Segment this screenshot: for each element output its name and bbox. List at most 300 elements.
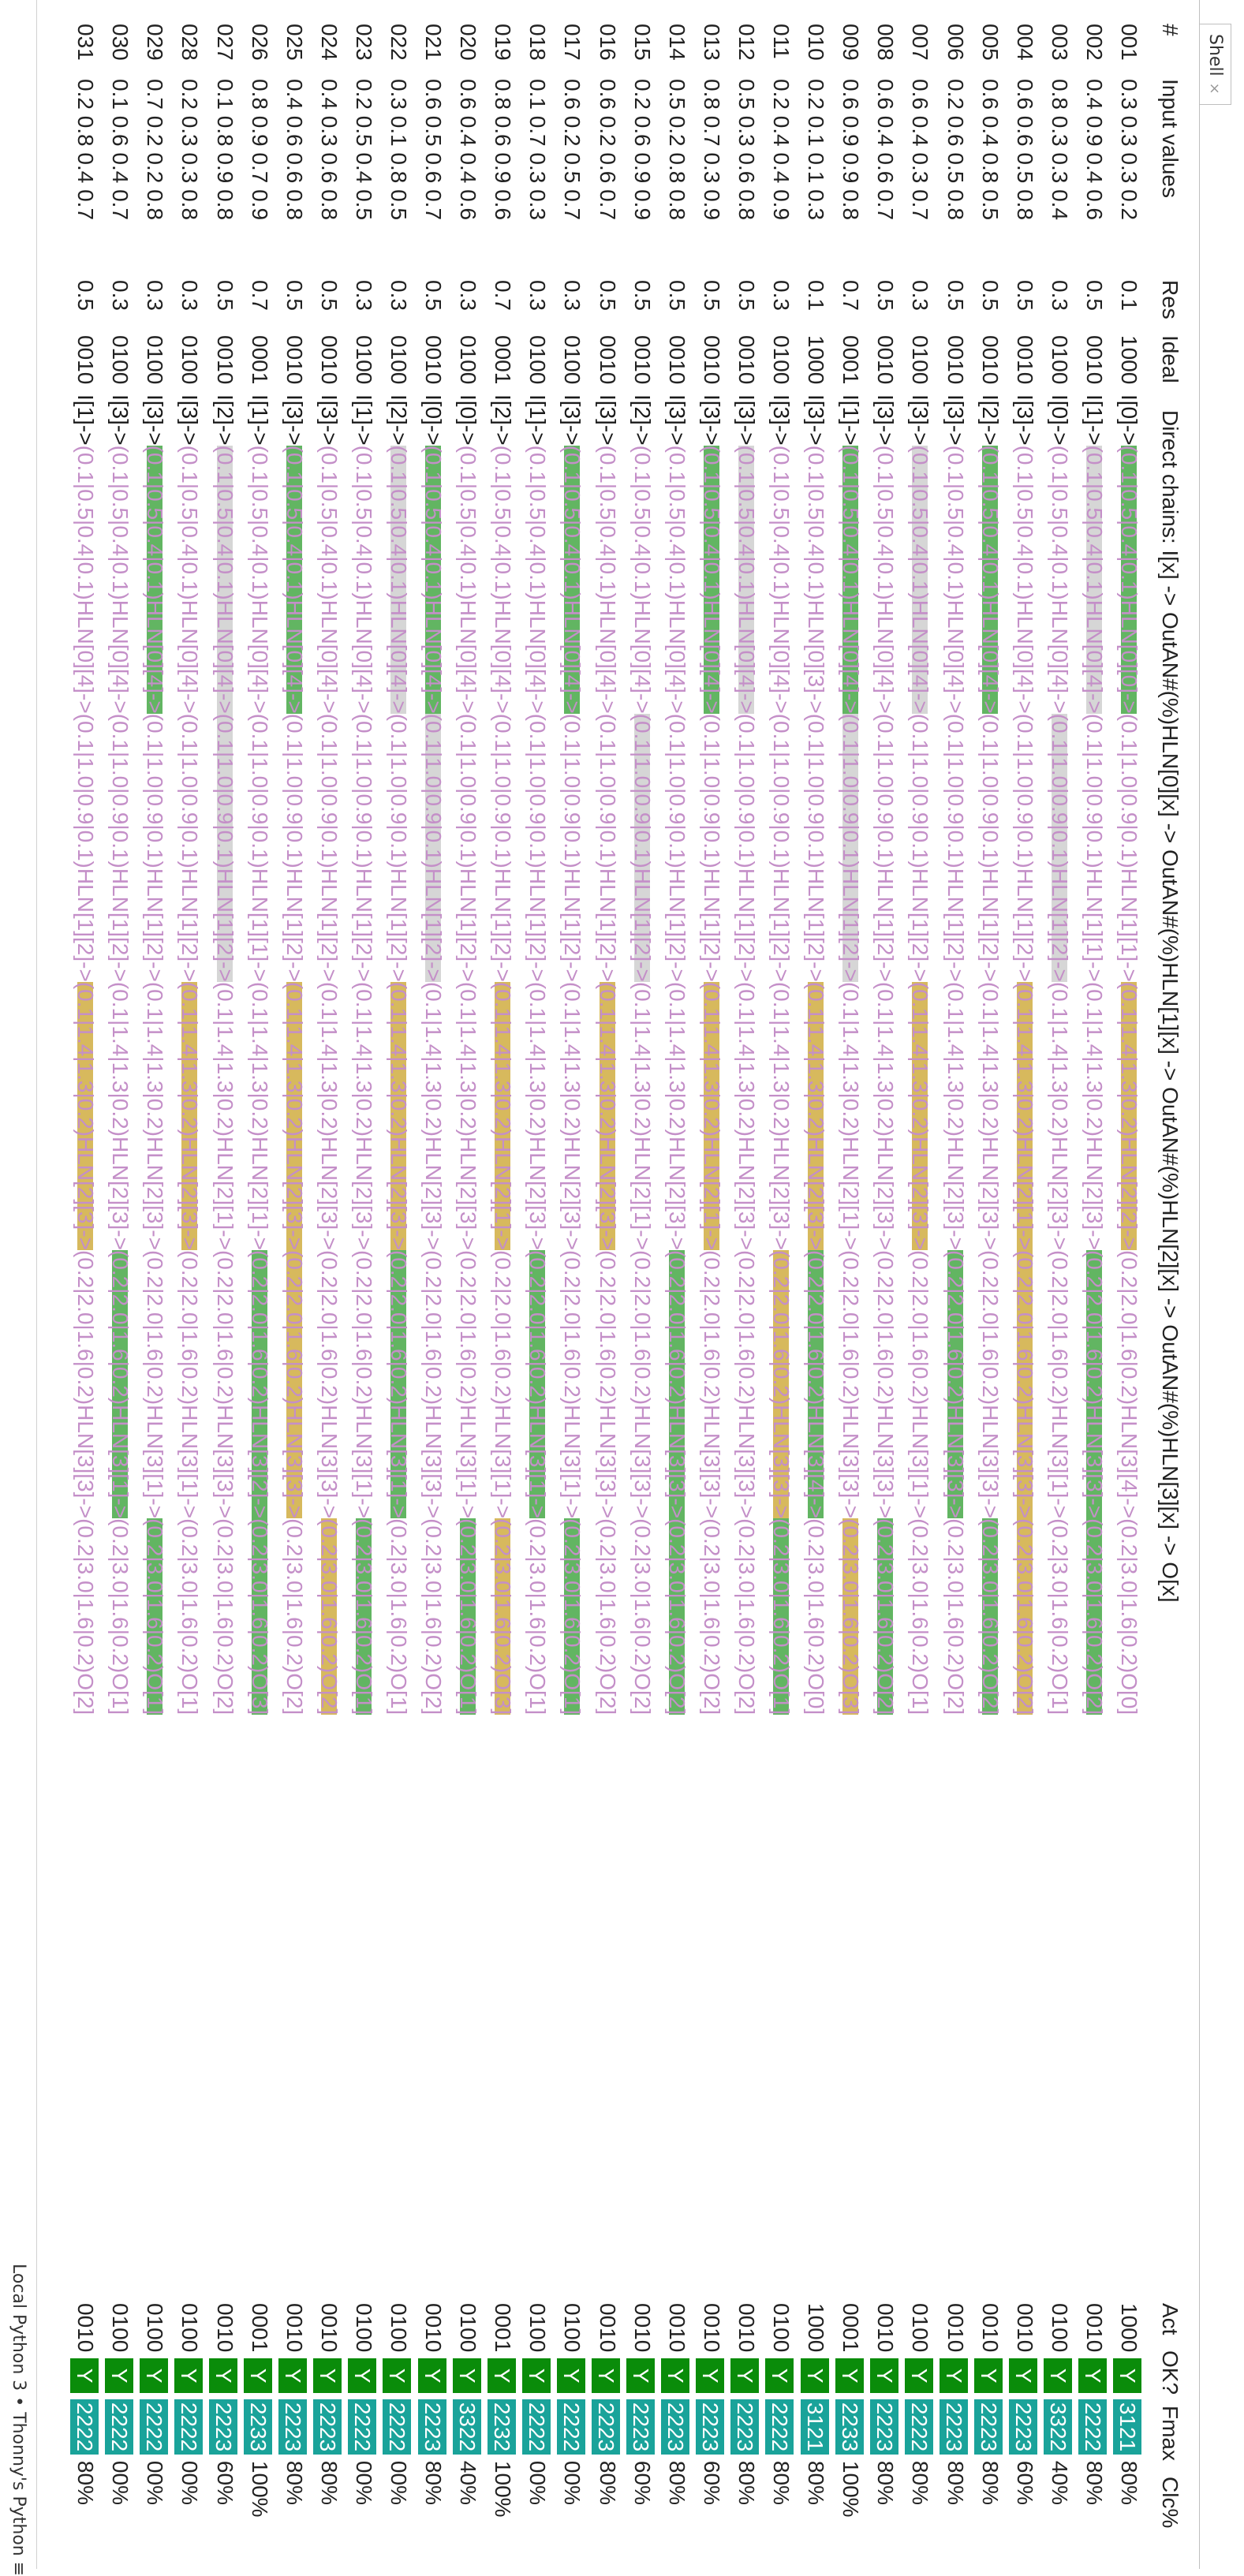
chain-hln3 — [729, 1250, 764, 1518]
chain-output — [1042, 1518, 1077, 1715]
chain-hln1 — [207, 714, 242, 982]
row-index: 011 — [769, 24, 794, 59]
row-index: 022 — [387, 24, 412, 61]
chain-text: (0.1|1.0|0.9|0.1)HLN[1][2]-> — [734, 713, 759, 982]
chain-hln3 — [694, 1250, 729, 1518]
chain-hln3 — [103, 1250, 137, 1518]
table-row — [485, 24, 520, 2518]
row-ok-badge: Y — [1113, 2358, 1141, 2393]
chain-output — [381, 1518, 416, 1715]
chain-hln0 — [902, 446, 937, 714]
chain-hln0 — [103, 446, 137, 714]
chain-hln2 — [729, 982, 764, 1250]
row-res: 0.5 — [212, 280, 237, 311]
chain-hln2 — [416, 982, 450, 1250]
row-ideal: 0010 — [316, 335, 342, 385]
row-direct-chain — [381, 394, 416, 1715]
table-row — [172, 24, 207, 2505]
row-ideal: 0100 — [525, 335, 551, 385]
row-direct-chain — [172, 394, 207, 1715]
chain-text: (0.2|3.0|1.6|0.2)O[2] — [1012, 1518, 1037, 1715]
chain-text: (0.1|1.0|0.9|0.1)HLN[1][1]-> — [247, 713, 272, 982]
row-ideal: 0010 — [664, 335, 689, 385]
chain-output — [798, 1518, 833, 1715]
chain-text: I[2]-> — [491, 394, 516, 446]
row-ideal: 0100 — [387, 335, 412, 385]
chain-text: (0.2|2.0|1.6|0.2)HLN[3][3]-> — [629, 1249, 655, 1519]
row-index: 026 — [247, 24, 272, 61]
chain-text: I[1]-> — [525, 394, 551, 446]
row-ok-badge: Y — [730, 2358, 759, 2393]
chain-hln1 — [1111, 714, 1146, 982]
chain-text: (0.1|0.5|0.4|0.1)HLN[0][4]-> — [421, 445, 446, 714]
row-direct-chain — [103, 394, 137, 1715]
row-clc: 100% — [491, 2455, 516, 2518]
row-act: 0100 — [143, 2303, 168, 2359]
chain-output — [555, 1518, 590, 1715]
row-fmax: 2233 — [244, 2399, 272, 2455]
chain-text: (0.2|3.0|1.6|0.2)O[3] — [247, 1518, 272, 1715]
row-res: 0.5 — [282, 280, 307, 311]
chain-output — [242, 1518, 277, 1715]
chain-text: (0.1|0.5|0.4|0.1)HLN[0][4]-> — [977, 445, 1003, 714]
chain-text: (0.2|2.0|1.6|0.2)HLN[3][3]-> — [734, 1249, 759, 1519]
chain-text: (0.1|1.0|0.9|0.1)HLN[1][2]-> — [491, 713, 516, 982]
chain-hln2 — [590, 982, 625, 1250]
row-ideal: 0100 — [177, 335, 203, 385]
chain-hln3 — [868, 1250, 902, 1518]
row-direct-chain — [973, 394, 1007, 1715]
row-res: 0.5 — [943, 280, 968, 311]
row-result-summary — [868, 2303, 902, 2505]
chain-hln2 — [1042, 982, 1077, 1250]
chain-text: (0.1|1.4|1.3|0.2)HLN[2][2]-> — [1117, 981, 1141, 1250]
chain-text: (0.1|0.5|0.4|0.1)HLN[0][4]-> — [943, 445, 968, 714]
chain-text: (0.2|2.0|1.6|0.2)HLN[3][3]-> — [977, 1249, 1003, 1519]
chain-text: (0.1|1.0|0.9|0.1)HLN[1][2]-> — [108, 713, 133, 982]
chain-hln3 — [833, 1250, 868, 1518]
chain-text: (0.2|2.0|1.6|0.2)HLN[3][1]-> — [525, 1249, 551, 1519]
chain-hln1 — [833, 714, 868, 982]
row-direct-chain — [1007, 394, 1042, 1715]
row-act: 0010 — [316, 2303, 342, 2359]
chain-text: I[0]-> — [1047, 394, 1072, 446]
chain-text: (0.1|1.0|0.9|0.1)HLN[1][2]-> — [1047, 713, 1072, 982]
row-ok-badge: Y — [1044, 2358, 1072, 2393]
chain-text: I[1]-> — [247, 394, 272, 446]
row-direct-chain — [346, 394, 381, 1715]
table-row — [729, 24, 764, 2505]
row-direct-chain — [485, 394, 520, 1715]
row-result-summary — [555, 2303, 590, 2505]
row-direct-chain — [1077, 394, 1111, 1715]
row-act: 0010 — [664, 2303, 689, 2359]
chain-text: (0.1|1.0|0.9|0.1)HLN[1][2]-> — [212, 713, 237, 982]
chain-text: (0.2|3.0|1.6|0.2)O[2] — [282, 1518, 307, 1715]
chain-output — [973, 1518, 1007, 1715]
chain-hln3 — [938, 1250, 973, 1518]
row-act: 0010 — [734, 2303, 759, 2359]
chain-output — [137, 1518, 172, 1715]
row-fmax: 2223 — [626, 2399, 655, 2455]
row-res: 0.3 — [351, 280, 376, 311]
chain-text: (0.2|2.0|1.6|0.2)HLN[3][3]-> — [873, 1249, 898, 1519]
chain-hln0 — [450, 446, 485, 714]
row-index: 024 — [316, 24, 342, 61]
chain-hln1 — [277, 714, 312, 982]
chain-hln3 — [1111, 1250, 1146, 1518]
row-fmax: 2223 — [870, 2399, 898, 2455]
row-ok-badge: Y — [870, 2358, 898, 2393]
table-row — [450, 24, 485, 2505]
chain-text: (0.1|1.4|1.3|0.2)HLN[2][3]-> — [595, 981, 620, 1250]
row-ideal: 0001 — [491, 335, 516, 385]
row-res: 0.3 — [560, 280, 585, 311]
row-fmax: 2223 — [418, 2399, 446, 2455]
row-ok-badge: Y — [348, 2358, 376, 2393]
chain-text: (0.1|1.4|1.3|0.2)HLN[2][3]-> — [351, 981, 376, 1250]
row-act: 0010 — [1012, 2303, 1037, 2359]
chain-hln1 — [764, 714, 798, 982]
chain-hln1 — [798, 714, 833, 982]
chain-text: (0.1|1.0|0.9|0.1)HLN[1][2]-> — [1012, 713, 1037, 982]
chain-text: (0.1|0.5|0.4|0.1)HLN[0][4]-> — [73, 445, 99, 714]
chain-hln0 — [694, 446, 729, 714]
chain-output — [729, 1518, 764, 1715]
chain-text: (0.2|3.0|1.6|0.2)O[2] — [212, 1518, 237, 1715]
chain-text: (0.2|3.0|1.6|0.2)O[1] — [908, 1518, 933, 1715]
row-direct-chain — [1042, 394, 1077, 1715]
row-clc: 80% — [873, 2455, 898, 2505]
chain-text: (0.1|1.4|1.3|0.2)HLN[2][3]-> — [316, 981, 342, 1250]
row-res: 0.5 — [664, 280, 689, 311]
chain-hln0 — [729, 446, 764, 714]
chain-text: I[0]-> — [1117, 394, 1141, 446]
row-act: 0100 — [560, 2303, 585, 2359]
row-direct-chain — [902, 394, 937, 1715]
status-bar[interactable]: Local Python 3 • Thonny's Python ≡ — [0, 0, 37, 2569]
row-act: 0001 — [247, 2303, 272, 2359]
chain-text: (0.2|2.0|1.6|0.2)HLN[3][3]-> — [839, 1249, 864, 1519]
chain-text: (0.1|0.5|0.4|0.1)HLN[0][4]-> — [456, 445, 481, 714]
row-ideal: 0010 — [282, 335, 307, 385]
row-result-summary — [1111, 2303, 1146, 2505]
row-clc: 00% — [177, 2455, 203, 2505]
chain-text: (0.1|0.5|0.4|0.1)HLN[0][4]-> — [560, 445, 585, 714]
row-ok-badge: Y — [488, 2358, 516, 2393]
close-icon[interactable]: × — [1206, 82, 1223, 95]
row-result-summary — [207, 2303, 242, 2505]
row-ok-badge: Y — [905, 2358, 933, 2393]
row-act: 0100 — [177, 2303, 203, 2359]
row-act: 0010 — [73, 2303, 99, 2359]
row-result-summary — [694, 2303, 729, 2505]
chain-text: I[3]-> — [873, 394, 898, 446]
shell-output[interactable] — [47, 24, 1182, 2529]
chain-hln2 — [172, 982, 207, 1250]
row-direct-chain — [555, 394, 590, 1715]
table-row — [416, 24, 450, 2505]
row-fmax: 2223 — [592, 2399, 620, 2455]
row-clc: 80% — [943, 2455, 968, 2505]
chain-text: (0.1|0.5|0.4|0.1)HLN[0][4]-> — [839, 445, 864, 714]
row-ideal: 0001 — [247, 335, 272, 385]
chain-hln1 — [450, 714, 485, 982]
row-ok-badge: Y — [278, 2358, 307, 2393]
chain-input — [242, 394, 277, 446]
row-clc: 40% — [456, 2455, 481, 2505]
chain-text: (0.1|0.5|0.4|0.1)HLN[0][4]-> — [1047, 445, 1072, 714]
chain-text: I[3]-> — [699, 394, 724, 446]
row-res: 0.5 — [629, 280, 655, 311]
row-clc: 80% — [1081, 2455, 1107, 2505]
row-result-summary — [485, 2303, 520, 2518]
row-ideal: 0010 — [699, 335, 724, 385]
row-result-summary — [659, 2303, 694, 2505]
chain-text: (0.1|1.4|1.3|0.2)HLN[2][3]-> — [560, 981, 585, 1250]
row-res: 0.3 — [769, 280, 794, 311]
row-ideal: 0010 — [421, 335, 446, 385]
chain-input — [694, 394, 729, 446]
chain-text: (0.1|1.0|0.9|0.1)HLN[1][2]-> — [977, 713, 1003, 982]
table-row — [902, 24, 937, 2505]
row-act: 0100 — [456, 2303, 481, 2359]
row-input-values: 0.8 0.6 0.9 0.6 — [491, 79, 516, 221]
row-result-summary — [729, 2303, 764, 2505]
chain-text: I[2]-> — [212, 394, 237, 446]
row-input-values: 0.1 0.6 0.4 0.7 — [108, 79, 133, 221]
chain-text: (0.1|1.4|1.3|0.2)HLN[2][3]-> — [908, 981, 933, 1250]
chain-hln0 — [485, 446, 520, 714]
chain-hln0 — [416, 446, 450, 714]
row-direct-chain — [1111, 394, 1146, 1715]
row-act: 1000 — [804, 2303, 829, 2359]
chain-text: (0.2|2.0|1.6|0.2)HLN[3][3]-> — [316, 1249, 342, 1519]
chain-input — [1042, 394, 1077, 446]
chain-output — [625, 1518, 659, 1715]
row-direct-chain — [938, 394, 973, 1715]
chain-text: (0.1|1.0|0.9|0.1)HLN[1][2]-> — [177, 713, 203, 982]
row-clc: 00% — [525, 2455, 551, 2505]
chain-hln0 — [68, 446, 103, 714]
chain-text: I[3]-> — [908, 394, 933, 446]
row-ok-badge: Y — [1009, 2358, 1037, 2393]
chain-text: I[3]-> — [664, 394, 689, 446]
row-fmax: 2222 — [383, 2399, 411, 2455]
chain-text: (0.1|1.4|1.3|0.2)HLN[2][3]-> — [943, 981, 968, 1250]
chain-input — [1111, 394, 1146, 446]
chain-output — [938, 1518, 973, 1715]
row-result-summary — [625, 2303, 659, 2505]
chain-text: (0.1|0.5|0.4|0.1)HLN[0][4]-> — [247, 445, 272, 714]
row-direct-chain — [590, 394, 625, 1715]
row-fmax: 3322 — [453, 2399, 481, 2455]
chain-output — [1077, 1518, 1111, 1715]
row-input-values: 0.8 0.7 0.3 0.9 — [699, 79, 724, 221]
chain-text: (0.2|2.0|1.6|0.2)HLN[3][3]-> — [212, 1249, 237, 1519]
row-result-summary — [103, 2303, 137, 2505]
chain-text: (0.2|2.0|1.6|0.2)HLN[3][1]-> — [177, 1249, 203, 1519]
chain-output — [1111, 1518, 1146, 1715]
row-fmax: 2233 — [835, 2399, 864, 2455]
chain-input — [172, 394, 207, 446]
chain-text: (0.1|1.0|0.9|0.1)HLN[1][2]-> — [664, 713, 689, 982]
chain-input — [625, 394, 659, 446]
row-input-values: 0.6 0.6 0.5 0.8 — [1012, 79, 1037, 221]
row-fmax: 2222 — [174, 2399, 203, 2455]
row-index: 017 — [560, 24, 585, 61]
chain-input — [590, 394, 625, 446]
table-row — [1007, 24, 1042, 2505]
row-res: 0.5 — [421, 280, 446, 311]
chain-text: (0.1|1.4|1.3|0.2)HLN[2][3]-> — [177, 981, 203, 1250]
chain-text: (0.1|1.4|1.3|0.2)HLN[2][3]-> — [525, 981, 551, 1250]
row-ok-badge: Y — [835, 2358, 864, 2393]
row-res: 0.5 — [734, 280, 759, 311]
chain-hln1 — [902, 714, 937, 982]
chain-hln2 — [242, 982, 277, 1250]
chain-output — [902, 1518, 937, 1715]
row-fmax: 3121 — [1113, 2399, 1141, 2455]
chain-input — [346, 394, 381, 446]
chain-hln1 — [416, 714, 450, 982]
row-ideal: 0100 — [769, 335, 794, 385]
chain-text: (0.1|0.5|0.4|0.1)HLN[0][4]-> — [387, 445, 412, 714]
row-ok-badge: Y — [209, 2358, 237, 2393]
row-ideal: 0010 — [595, 335, 620, 385]
row-ok-badge: Y — [522, 2358, 551, 2393]
row-input-values: 0.6 0.4 0.6 0.7 — [873, 79, 898, 221]
header-res: Res — [1158, 280, 1182, 319]
table-row — [694, 24, 729, 2505]
chain-hln1 — [242, 714, 277, 982]
chain-hln3 — [659, 1250, 694, 1518]
row-direct-chain — [68, 394, 103, 1715]
chain-text: (0.2|3.0|1.6|0.2)O[2] — [421, 1518, 446, 1715]
table-row — [798, 24, 833, 2505]
chain-text: (0.2|2.0|1.6|0.2)HLN[3][3]-> — [595, 1249, 620, 1519]
row-res: 0.7 — [247, 280, 272, 311]
chain-hln3 — [590, 1250, 625, 1518]
row-index: 007 — [908, 24, 933, 61]
row-result-summary — [590, 2303, 625, 2505]
chain-output — [346, 1518, 381, 1715]
chain-hln2 — [137, 982, 172, 1250]
chain-input — [729, 394, 764, 446]
row-result-summary — [902, 2303, 937, 2505]
row-fmax: 2223 — [313, 2399, 342, 2455]
row-index: 027 — [212, 24, 237, 61]
table-row — [137, 24, 172, 2505]
row-fmax: 2223 — [730, 2399, 759, 2455]
chain-text: (0.1|0.5|0.4|0.1)HLN[0][4]-> — [699, 445, 724, 714]
row-act: 0010 — [943, 2303, 968, 2359]
row-direct-chain — [137, 394, 172, 1715]
chain-hln2 — [485, 982, 520, 1250]
row-fmax: 2222 — [557, 2399, 585, 2455]
chain-text: (0.1|1.0|0.9|0.1)HLN[1][2]-> — [351, 713, 376, 982]
row-input-values: 0.4 0.9 0.4 0.6 — [1081, 79, 1107, 221]
chain-input — [798, 394, 833, 446]
row-res: 0.3 — [387, 280, 412, 311]
chain-hln3 — [450, 1250, 485, 1518]
chain-hln2 — [1111, 982, 1146, 1250]
chain-text: (0.2|3.0|1.6|0.2)O[1] — [525, 1518, 551, 1715]
chain-output — [207, 1518, 242, 1715]
chain-hln1 — [659, 714, 694, 982]
row-act: 0010 — [595, 2303, 620, 2359]
chain-text: (0.1|1.0|0.9|0.1)HLN[1][2]-> — [943, 713, 968, 982]
row-act: 0100 — [525, 2303, 551, 2359]
table-row — [381, 24, 416, 2505]
chain-input — [207, 394, 242, 446]
chain-hln1 — [520, 714, 555, 982]
chain-text: I[2]-> — [387, 394, 412, 446]
row-ideal: 0010 — [943, 335, 968, 385]
chain-hln0 — [520, 446, 555, 714]
chain-text: (0.1|0.5|0.4|0.1)HLN[0][4]-> — [525, 445, 551, 714]
row-ideal: 0010 — [977, 335, 1003, 385]
chain-hln0 — [1111, 446, 1146, 714]
header-ok: OK? — [1158, 2350, 1182, 2395]
chain-hln3 — [973, 1250, 1007, 1518]
chain-text: (0.1|1.4|1.3|0.2)HLN[2][3]-> — [456, 981, 481, 1250]
chain-hln0 — [346, 446, 381, 714]
row-ok-badge: Y — [140, 2358, 168, 2393]
row-ideal: 0001 — [839, 335, 864, 385]
chain-hln0 — [242, 446, 277, 714]
row-ok-badge: Y — [105, 2358, 133, 2393]
row-direct-chain — [798, 394, 833, 1715]
row-index: 023 — [351, 24, 376, 61]
chain-hln3 — [485, 1250, 520, 1518]
row-clc: 80% — [977, 2455, 1003, 2505]
tab-shell[interactable] — [1199, 24, 1231, 105]
chain-hln1 — [68, 714, 103, 982]
row-input-values: 0.6 0.2 0.6 0.7 — [595, 79, 620, 221]
chain-hln3 — [520, 1250, 555, 1518]
table-row — [868, 24, 902, 2505]
chain-text: (0.1|0.5|0.4|0.1)HLN[0][4]-> — [1081, 445, 1107, 714]
row-res: 0.5 — [699, 280, 724, 311]
chain-hln1 — [381, 714, 416, 982]
row-fmax: 2222 — [140, 2399, 168, 2455]
row-clc: 60% — [699, 2455, 724, 2505]
row-index: 020 — [456, 24, 481, 61]
chain-text: (0.2|2.0|1.6|0.2)HLN[3][1]-> — [143, 1249, 168, 1519]
chain-text: (0.1|0.5|0.4|0.1)HLN[0][4]-> — [734, 445, 759, 714]
row-act: 0001 — [491, 2303, 516, 2359]
row-act: 0100 — [908, 2303, 933, 2359]
chain-hln3 — [555, 1250, 590, 1518]
chain-text: (0.1|1.4|1.3|0.2)HLN[2][3]-> — [769, 981, 794, 1250]
chain-text: I[3]-> — [282, 394, 307, 446]
chain-hln3 — [381, 1250, 416, 1518]
row-res: 0.5 — [595, 280, 620, 311]
row-index: 028 — [177, 24, 203, 61]
chain-hln1 — [312, 714, 346, 982]
chain-text: (0.1|0.5|0.4|0.1)HLN[0][4]-> — [769, 445, 794, 714]
row-input-values: 0.6 0.4 0.4 0.6 — [456, 79, 481, 221]
row-input-values: 0.6 0.9 0.9 0.8 — [839, 79, 864, 221]
chain-input — [416, 394, 450, 446]
row-direct-chain — [625, 394, 659, 1715]
chain-input — [381, 394, 416, 446]
chain-text: (0.1|0.5|0.4|0.1)HLN[0][4]-> — [177, 445, 203, 714]
row-input-values: 0.5 0.2 0.8 0.8 — [664, 79, 689, 221]
chain-hln1 — [555, 714, 590, 982]
row-clc: 80% — [664, 2455, 689, 2505]
